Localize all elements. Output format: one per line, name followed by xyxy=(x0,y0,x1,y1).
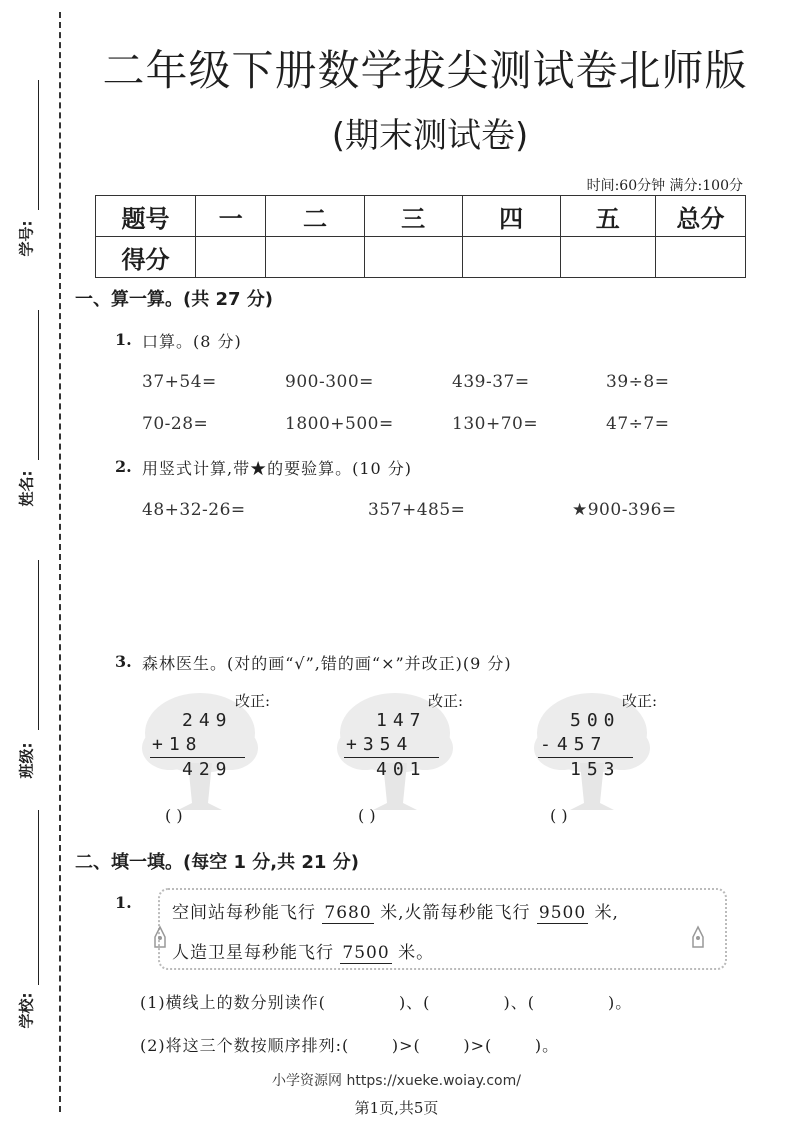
q2-text: 用竖式计算,带★的要验算。(10 分) xyxy=(142,459,413,478)
calc-result: 401 xyxy=(376,759,427,780)
score-header-cell: 二 xyxy=(266,196,364,237)
page-subtitle: (期末测试卷) xyxy=(331,116,529,156)
rocket-icon xyxy=(688,925,708,955)
page-title: 二年级下册数学拔尖测试卷北师版 xyxy=(102,46,748,95)
info-text: 空间站每秒能飞行 xyxy=(172,903,316,923)
q1-text: 口算。(8 分) xyxy=(142,332,242,351)
time-info: 时间:60分钟 满分:100分 xyxy=(586,178,743,194)
fix-label: 改正: xyxy=(428,692,464,710)
q3-text: 森林医生。(对的画“√”,错的画“×”并改正)(9 分) xyxy=(142,654,512,673)
binding-strip xyxy=(0,0,70,1122)
answer-paren[interactable]: ( ) xyxy=(358,806,376,825)
score-table-score-row xyxy=(96,237,746,278)
oral-expr: 70-28= xyxy=(142,414,209,434)
section1-heading: 一、算一算。(共 27 分) xyxy=(75,289,274,310)
oral-expr: 37+54= xyxy=(142,372,217,392)
score-header-cell: 三 xyxy=(364,196,462,237)
calc-result: 153 xyxy=(570,759,621,780)
calc-top: 147 xyxy=(376,710,427,731)
number-underlined: 7500 xyxy=(342,943,390,963)
vertical-calc-expr: 48+32-26= xyxy=(142,500,246,520)
fill-subquestion-2[interactable]: (2)将这三个数按顺序排列:( )>( )>( )。 xyxy=(140,1036,560,1055)
calc-op: +354 xyxy=(346,734,414,755)
name-label: 姓名: xyxy=(17,470,36,507)
calc-top: 249 xyxy=(182,710,233,731)
vertical-calc-expr: ★900-396= xyxy=(572,500,677,520)
score-cell[interactable] xyxy=(266,237,364,278)
score-cell[interactable] xyxy=(364,237,462,278)
score-header-cell: 四 xyxy=(462,196,560,237)
q3-number: 3. xyxy=(115,652,132,671)
answer-paren[interactable]: ( ) xyxy=(550,806,568,825)
oral-expr: 47÷7= xyxy=(606,414,670,434)
oral-expr: 39÷8= xyxy=(606,372,670,392)
info-text: 米, xyxy=(594,903,619,923)
name-rule xyxy=(38,310,39,460)
score-table-header-row xyxy=(96,196,746,237)
student-no-rule xyxy=(38,80,39,210)
oral-expr: 900-300= xyxy=(285,372,374,392)
calc-top: 500 xyxy=(570,710,621,731)
fix-label: 改正: xyxy=(235,692,271,710)
oral-expr: 439-37= xyxy=(452,372,530,392)
score-cell[interactable] xyxy=(655,237,745,278)
school-label: 学校: xyxy=(17,992,36,1029)
calc-op: -457 xyxy=(540,734,608,755)
info-text: 人造卫星每秒能飞行 xyxy=(172,943,334,963)
info-line-2 xyxy=(172,938,434,964)
calc-op: +18 xyxy=(152,734,203,755)
score-header-cell: 一 xyxy=(196,196,266,237)
score-header-cell: 总分 xyxy=(655,196,745,237)
vertical-calc-expr: 357+485= xyxy=(368,500,466,520)
q1-number: 1. xyxy=(115,330,132,349)
score-cell[interactable] xyxy=(560,237,655,278)
cut-line xyxy=(59,12,61,1112)
fill-subquestion-1[interactable]: (1)横线上的数分别读作( )、( )、( )。 xyxy=(140,993,633,1012)
q2-number: 2. xyxy=(115,457,132,476)
student-no-label: 学号: xyxy=(17,220,36,257)
section2-heading: 二、填一填。(每空 1 分,共 21 分) xyxy=(75,852,359,873)
number-underlined: 7680 xyxy=(324,903,372,923)
page-number: 第1页,共5页 xyxy=(354,1099,439,1117)
s2-q1-number: 1. xyxy=(115,893,132,912)
score-header-cell: 题号 xyxy=(96,196,196,237)
score-cell[interactable] xyxy=(196,237,266,278)
oral-expr: 130+70= xyxy=(452,414,539,434)
score-table xyxy=(95,195,746,278)
info-line-1 xyxy=(172,898,619,924)
class-rule xyxy=(38,560,39,730)
footer-website: 小学资源网 https://xueke.woiay.com/ xyxy=(272,1073,521,1089)
score-cell[interactable] xyxy=(462,237,560,278)
answer-paren[interactable]: ( ) xyxy=(165,806,183,825)
calc-result: 429 xyxy=(182,759,233,780)
school-rule xyxy=(38,810,39,985)
score-header-cell: 五 xyxy=(560,196,655,237)
info-text: 米,火箭每秒能飞行 xyxy=(380,903,531,923)
score-row-label: 得分 xyxy=(96,237,196,278)
info-text: 米。 xyxy=(398,943,435,963)
class-label: 班级: xyxy=(17,742,36,779)
number-underlined: 9500 xyxy=(538,903,587,923)
rocket-icon xyxy=(150,925,170,955)
oral-expr: 1800+500= xyxy=(285,414,394,434)
fix-label: 改正: xyxy=(622,692,658,710)
